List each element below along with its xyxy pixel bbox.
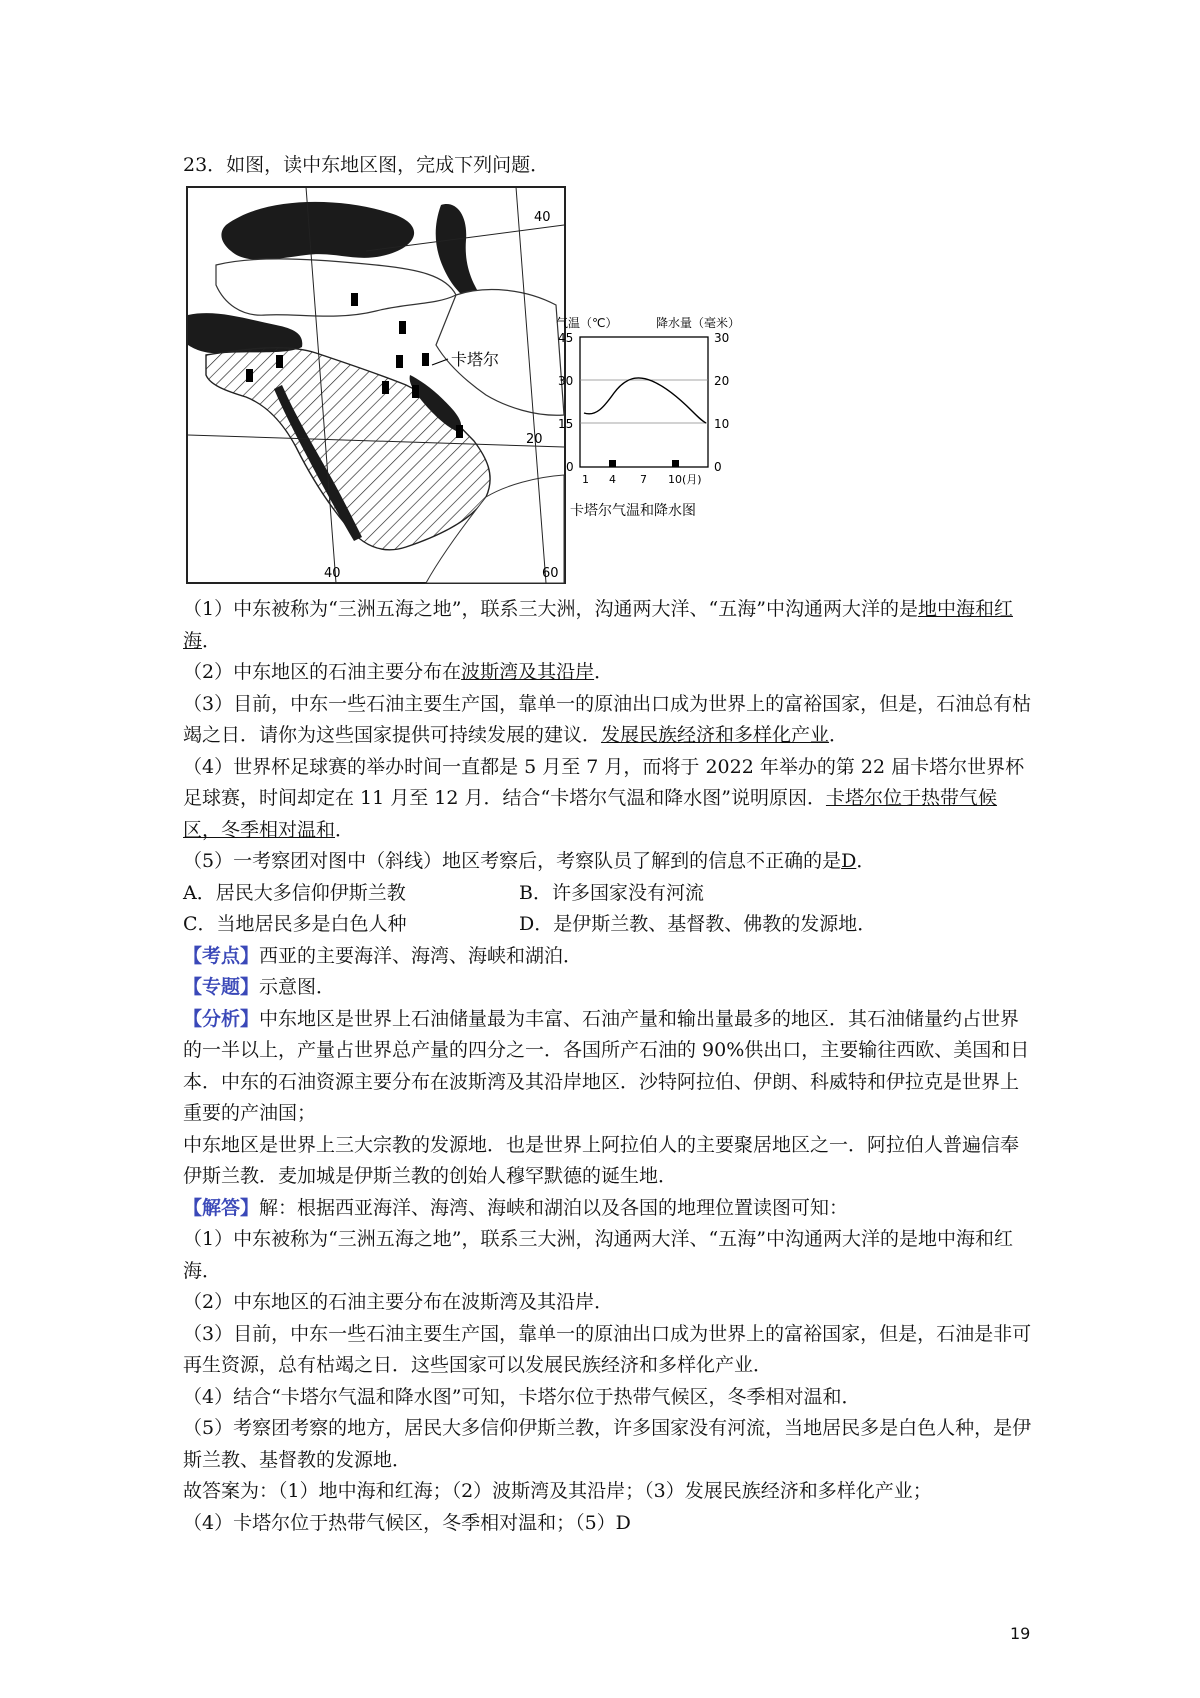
precip-bar-apr — [609, 460, 616, 467]
fenxi-paragraph-2: 中东地区是世界上三大宗教的发源地．也是世界上阿拉伯人的主要聚居地区之一．阿拉伯人普遍信奉伊斯兰教．麦加城是伊斯兰教的创始人穆罕默德的诞生地． — [183, 1133, 1020, 1187]
jieda-line: 【解答】解：根据西亚海洋、海湾、海峡和湖泊以及各国的地理位置读图可知： — [183, 1196, 849, 1219]
jieda-item-3: （3）目前，中东一些石油主要生产国，靠单一的原油出口成为世界上的富裕国家，但是，石油是非可再生资源，总有枯竭之日．这些国家可以发展民族经济和多样化产业． — [183, 1322, 1032, 1376]
final-answer-1: 故答案为：（1）地中海和红海；（2）波斯湾及其沿岸；（3）发展民族经济和多样化产业； — [183, 1480, 932, 1502]
chart-right-tick-20: 20 — [714, 374, 730, 388]
fenxi-paragraph: 【分析】中东地区是世界上石油储量最为丰富、石油产量和输出量最多的地区．其石油储量约占世界的一半以上，产量占世界总产量的四分之一．各国所产石油的 90%供出口，主要输往西欧、美国和日本．中东的石油资源主要分布在波斯湾及其沿岸地区．沙特阿拉伯、伊朗、科威特和伊拉克是世界上重要的产油国； — [183, 1007, 1030, 1124]
middle-east-map — [187, 187, 565, 583]
qatar-climate-chart — [556, 315, 740, 519]
chart-left-tick-45: 45 — [558, 331, 574, 345]
question-item-4: （4）世界杯足球赛的举办时间一直都是 5 月至 7 月，而将于 2022 年举办的第 22 届卡塔尔世界杯足球赛，时间却定在 11 月至 12 月．结合“卡塔尔气温和降水图”说明原因．卡塔尔位于热带气候区，冬季相对温和． — [183, 755, 1025, 841]
page-number: 19 — [1010, 1624, 1031, 1643]
chart-right-axis-title: 降水量（毫米） — [656, 316, 741, 330]
chart-left-tick-0: 0 — [566, 460, 574, 474]
question-item-5: （5）一考察团对图中（斜线）地区考察后，考察队员了解到的信息不正确的是D． — [183, 850, 876, 872]
options-row-2 — [183, 909, 1033, 941]
answer-5: D — [841, 850, 857, 872]
question-item-2: （2）中东地区的石油主要分布在波斯湾及其沿岸． — [183, 661, 614, 683]
chart-left-tick-30: 30 — [558, 374, 574, 388]
grid-label-20n: 20 — [526, 432, 543, 447]
precip-bar-oct — [672, 460, 679, 467]
chart-right-tick-10: 10 — [714, 417, 730, 431]
question-item-1: （1）中东被称为“三洲五海之地”，联系三大洲，沟通两大洋、“五海”中沟通两大洋的是地中海和红海． — [183, 598, 1013, 652]
figure-svg — [186, 185, 806, 585]
chart-right-tick-30: 30 — [714, 331, 730, 345]
jieda-item-1: （1）中东被称为“三洲五海之地”，联系三大洲，沟通两大洋、“五海”中沟通两大洋的是地中海和红海． — [183, 1228, 1013, 1282]
answer-1: 地中海和红海 — [183, 598, 1013, 652]
jieda-item-4: （4）结合“卡塔尔气温和降水图”可知，卡塔尔位于热带气候区，冬季相对温和． — [183, 1385, 861, 1408]
answer-2: 波斯湾及其沿岸 — [461, 661, 595, 683]
option-d: D．是伊斯兰教、基督教、佛教的发源地． — [519, 913, 877, 935]
question-title: 23．如图，读中东地区图，完成下列问题． — [183, 154, 550, 176]
chart-left-tick-15: 15 — [558, 417, 574, 431]
grid-label-40n: 40 — [534, 210, 551, 225]
zhuanti-line: 【专题】示意图． — [183, 976, 336, 998]
grid-label-40e: 40 — [324, 566, 341, 581]
final-answer-2: （4）卡塔尔位于热带气候区，冬季相对温和；（5）D — [183, 1511, 631, 1534]
grid-label-60e: 60 — [542, 566, 559, 581]
chart-x-tick-1: 1 — [582, 473, 589, 486]
kaodian-tag: 【考点】 — [183, 944, 260, 967]
answer-4: 卡塔尔位于热带气候区，冬季相对温和 — [183, 787, 997, 841]
chart-x-tick-4: 4 — [609, 473, 616, 486]
option-a: A．居民大多信仰伊斯兰教 — [183, 881, 406, 904]
jieda-item-5: （5）考察团考察的地方，居民大多信仰伊斯兰教，许多国家没有河流，当地居民多是白色人种，是伊斯兰教、基督教的发源地． — [183, 1417, 1032, 1471]
zhuanti-tag: 【专题】 — [183, 976, 260, 998]
answer-3: 发展民族经济和多样化产业 — [601, 724, 830, 746]
chart-right-tick-0: 0 — [714, 460, 722, 474]
chart-x-tick-10: 10(月) — [668, 473, 702, 486]
options-row-1 — [183, 878, 1033, 910]
kaodian-line: 【考点】西亚的主要海洋、海湾、海峡和湖泊． — [183, 944, 583, 967]
question-text-body — [183, 594, 1033, 1539]
option-b: B．许多国家没有河流 — [519, 881, 704, 904]
jieda-item-2: （2）中东地区的石油主要分布在波斯湾及其沿岸． — [183, 1291, 614, 1313]
jieda-tag: 【解答】 — [183, 1196, 260, 1219]
qatar-label: 卡塔尔 — [451, 350, 500, 369]
chart-caption: 卡塔尔气温和降水图 — [570, 503, 696, 519]
chart-x-tick-7: 7 — [640, 473, 647, 486]
question-item-3: （3）目前，中东一些石油主要生产国，靠单一的原油出口成为世界上的富裕国家，但是，石油总有枯竭之日．请你为这些国家提供可持续发展的建议．发展民族经济和多样化产业． — [183, 692, 1032, 746]
fenxi-tag: 【分析】 — [183, 1007, 260, 1030]
option-c: C．当地居民多是白色人种 — [183, 913, 407, 935]
question-figure — [186, 185, 806, 585]
chart-left-axis-title: 气温（℃） — [556, 316, 618, 330]
